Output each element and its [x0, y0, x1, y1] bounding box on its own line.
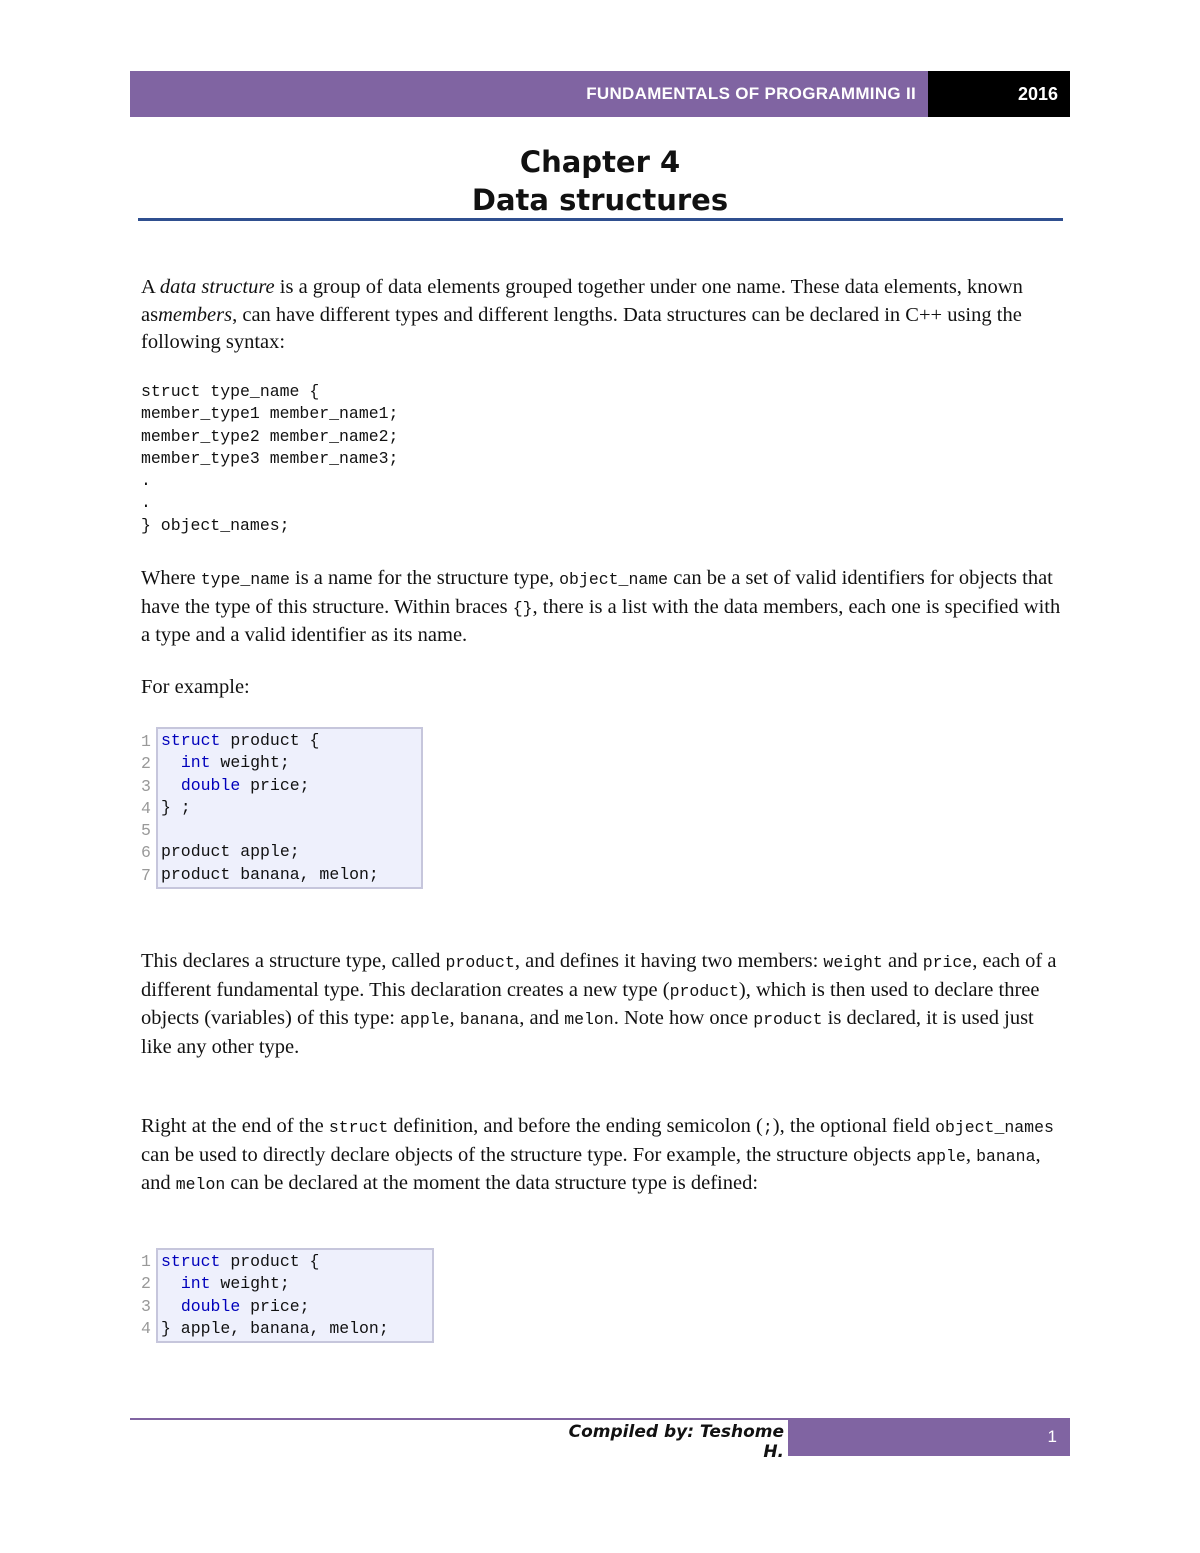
declares-text: is declared, it is used just like any other type.	[141, 1007, 1034, 1058]
end-text: can be used to directly declare objects of the structure type. For example, the structure objects	[141, 1143, 917, 1166]
end-text: Right at the end of the	[141, 1115, 329, 1137]
code-line: product banana, melon;	[161, 864, 379, 884]
chapter-title: Data structures	[471, 183, 729, 217]
code-line: price;	[240, 1296, 310, 1316]
declares-text: ,	[449, 1007, 460, 1029]
code-type-name: type_name	[200, 570, 290, 589]
intro-text-3: , can have different types and different lengths. Data structures can be declared in C++ using the following syntax:	[141, 303, 1022, 353]
declares-text: , and	[519, 1007, 565, 1029]
code-struct: struct	[328, 1118, 389, 1137]
declares-text: . Note how once	[613, 1007, 754, 1029]
code-apple: apple	[400, 1010, 450, 1029]
declares-text: and	[882, 950, 923, 972]
code-line: weight;	[210, 753, 290, 773]
code-melon: melon	[564, 1010, 614, 1029]
keyword-double: double	[180, 1296, 241, 1316]
example1-line-numbers: 1 2 3 4 5 6 7	[141, 732, 151, 885]
code-banana: banana	[976, 1146, 1036, 1166]
intro-text-1: A	[141, 276, 160, 298]
intro-text-2: is a group of data elements grouped together under one name. These data elements, known as	[141, 276, 1023, 326]
code-line: product {	[220, 731, 320, 750]
intro-paragraph	[141, 274, 1061, 357]
code-apple: apple	[916, 1146, 966, 1166]
code-melon: melon	[175, 1175, 226, 1194]
header-title: FUNDAMENTALS OF PROGRAMMING II	[586, 84, 916, 103]
declares-text: This declares a structure type, called	[141, 950, 446, 972]
code-object-name: object_name	[559, 570, 669, 589]
header-title-bar	[130, 71, 928, 117]
example2-code-box	[156, 1248, 434, 1343]
declares-paragraph	[141, 948, 1061, 1061]
chapter-number: Chapter 4	[519, 145, 681, 179]
term-members: members	[158, 303, 233, 326]
code-product: product	[445, 953, 515, 972]
end-text: , and	[141, 1143, 1041, 1194]
keyword-int: int	[180, 753, 211, 773]
header-year: 2016	[1017, 83, 1058, 104]
footer-compiled-by: Compiled by: Teshome H.	[568, 1422, 784, 1462]
where-text-4: , there is a list with the data members, each one is specified with a type and a valid identifier as its name.	[141, 595, 1061, 646]
code-product: product	[669, 981, 739, 1001]
keyword-struct: struct	[161, 1252, 221, 1271]
declares-text: , and defines it having two members:	[514, 950, 824, 972]
footer-page-box	[788, 1418, 1070, 1456]
code-braces: {}	[512, 598, 533, 618]
struct-end-paragraph	[141, 1113, 1061, 1199]
code-line: } ;	[161, 797, 191, 817]
keyword-double: double	[180, 775, 241, 795]
end-text: ,	[965, 1143, 977, 1166]
for-example-label: For example:	[141, 676, 250, 698]
footer-rule	[130, 1418, 788, 1420]
code-line: product {	[220, 1252, 320, 1271]
where-text-2: is a name for the structure type,	[289, 567, 560, 589]
example1-code-box	[156, 727, 423, 889]
declares-text: , each of a different fundamental type. This declaration creates a new type (	[141, 950, 1057, 1001]
page-number: 1	[1047, 1427, 1057, 1446]
code-semicolon: ;	[762, 1118, 773, 1137]
code-weight: weight	[823, 953, 883, 972]
keyword-int: int	[180, 1274, 211, 1294]
title-underline	[138, 218, 1063, 221]
where-paragraph	[141, 565, 1061, 650]
code-price: price	[922, 953, 973, 972]
example2-line-numbers: 1 2 3 4	[141, 1252, 151, 1338]
code-object-names: object_names	[935, 1118, 1054, 1137]
declares-text: ), which is then used to declare three objects (variables) of this type:	[141, 978, 1040, 1029]
where-text-3: can be a set of valid identifiers for objects that have the type of this structure. Within braces	[141, 567, 1053, 618]
end-text: can be declared at the moment the data structure type is defined:	[225, 1172, 759, 1194]
keyword-struct: struct	[161, 731, 221, 750]
header-year-box	[928, 71, 1070, 117]
where-text-1: Where	[141, 567, 201, 589]
end-text: definition, and before the ending semicolon (	[388, 1115, 763, 1137]
code-product: product	[753, 1010, 823, 1029]
code-line: weight;	[210, 1274, 290, 1294]
term-data-structure: data structure	[159, 276, 275, 298]
code-banana: banana	[459, 1010, 520, 1029]
syntax-code-block: struct type_name { member_type1 member_name1; member_type2 member_name2; member_type3 member_name3; . . } object_names;	[141, 382, 399, 535]
code-line: price;	[240, 775, 310, 795]
end-text: ), the optional field	[772, 1115, 936, 1137]
code-line: product apple;	[161, 842, 300, 862]
code-line: } apple, banana, melon;	[161, 1318, 389, 1338]
